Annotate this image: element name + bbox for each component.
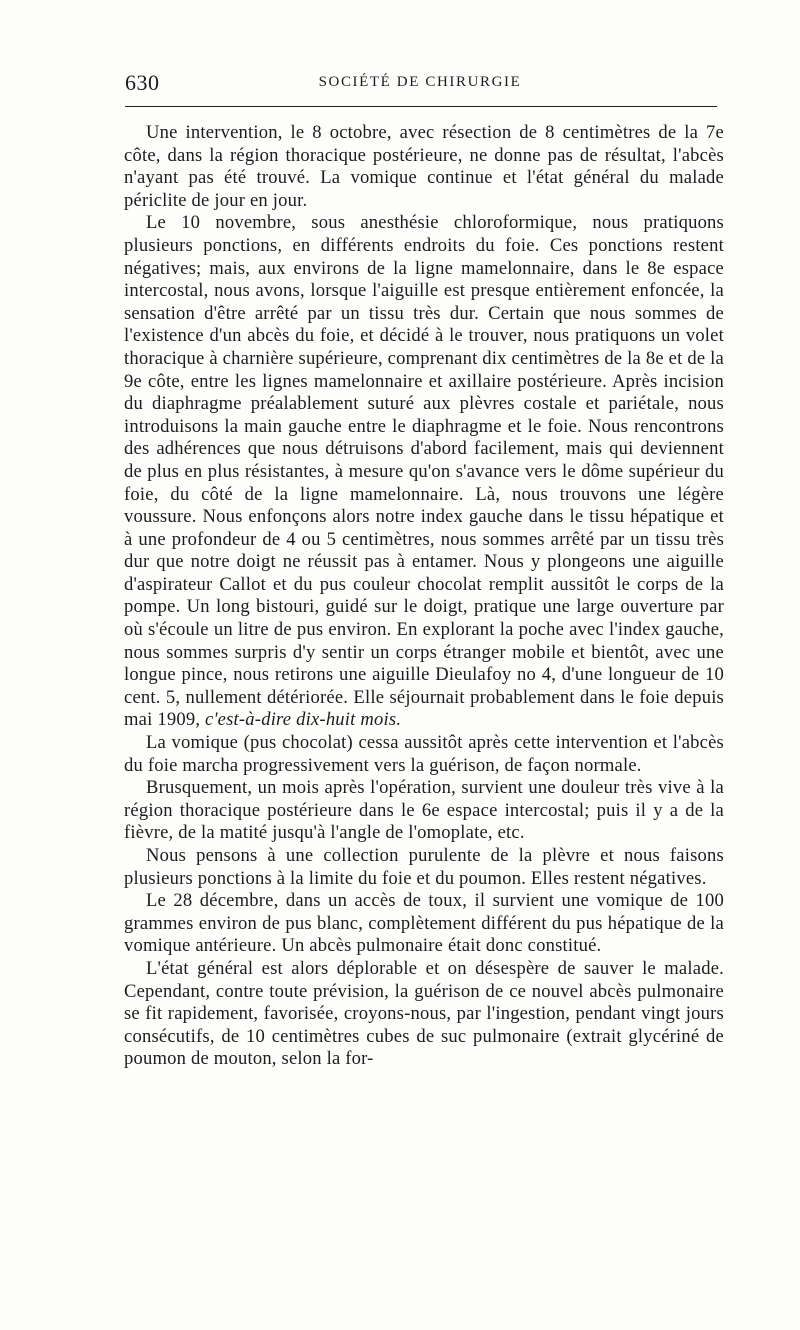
body-text [124,122,724,1071]
paragraph-3-text: La vomique (pus chocolat) cessa aussitôt après cette intervention et l'abcès du foie marcha progressivement vers la guérison, de façon normale. [124,732,724,776]
page-number: 630 [125,70,160,95]
paragraph-4 [124,777,724,845]
paragraph-6 [124,890,724,958]
header-rule [125,106,717,107]
paragraph-2 [124,212,724,732]
paragraph-5-text: Nous pensons à une collection purulente de la plèvre et nous faisons plusieurs ponctions à la limite du foie et du poumon. Elles restent négatives. [124,845,724,889]
page-header [125,70,715,98]
paragraph-5 [124,845,724,890]
paragraph-1 [124,122,724,212]
paragraph-1-text: Une intervention, le 8 octobre, avec résection de 8 centimètres de la 7e côte, dans la région thoracique postérieure, ne donne pas de résultat, l'abcès n'ayant pas été trouvé. La vomique continue et l'état général du malade périclite de jour en jour. [124,122,724,211]
paragraph-7 [124,958,724,1071]
paragraph-2-text: Le 10 novembre, sous anesthésie chloroformique, nous pratiquons plusieurs ponctions, en différents endroits du foie. Ces ponctions restent négatives; mais, aux environs de la ligne mamelonnaire, dans le 8e espace intercostal, nous avons, lorsque l'aiguille est presque entièrement enfoncée, la sensation d'être arrêté par un tissu très dur. Certain que nous sommes de l'existence d'un abcès du foie, et décidé à le trouver, nous pratiquons un volet thoracique à charnière supérieure, comprenant dix centimètres de la 8e et de la 9e côte, entre les lignes mamelonnaire et axillaire postérieure. Après incision du diaphragme préalablement suturé aux plèvres costale et pariétale, nous introduisons la main gauche entre le diaphragme et le foie. Nous rencontrons des adhérences que nous détruisons d'abord facilement, mais qui deviennent de plus en plus résistantes, à mesure qu'on s'avance vers le dôme supérieur du foie, du côté de la ligne mamelonnaire. Là, nous trouvons une légère voussure. Nous enfonçons alors notre index gauche dans le tissu hépatique et à une profondeur de 4 ou 5 centimètres, nous sommes arrêté par un tissu très dur que notre doigt ne réussit pas à entamer. Nous y plongeons une aiguille d'aspirateur Callot et du pus couleur chocolat remplit aussitôt le corps de la pompe. Un long bistouri, guidé sur le doigt, pratique une large ouverture par où s'écoule un litre de pus environ. En explorant la poche avec l'index gauche, nous sommes surpris d'y sentir un corps étranger mobile et bientôt, avec une longue pince, nous retirons une aiguille Dieulafoy no 4, d'une longueur de 10 cent. 5, nullement détériorée. Elle séjournait probablement dans le foie depuis mai 1909, [124,212,724,731]
paragraph-4-text: Brusquement, un mois après l'opération, survient une douleur très vive à la région thoracique postérieure dans le 6e espace intercostal; puis il y a de la fièvre, de la matité jusqu'à l'angle de l'omoplate, etc. [124,777,724,844]
paragraph-3 [124,732,724,777]
running-head: SOCIÉTÉ DE CHIRURGIE [318,74,522,90]
paragraph-6-text: Le 28 décembre, dans un accès de toux, il survient une vomique de 100 grammes environ de pus blanc, complètement différent du pus hépatique de la vomique antérieure. Un abcès pulmonaire était donc constitué. [124,890,724,957]
paragraph-2-italic: c'est-à-dire dix-huit mois. [205,709,402,731]
paragraph-7-text: L'état général est alors déplorable et on désespère de sauver le malade. Cependant, contre toute prévision, la guérison de ce nouvel abcès pulmonaire se fit rapidement, favorisée, croyons-nous, par l'ingestion, pendant vingt jours consécutifs, de 10 centimètres cubes de suc pulmonaire (extrait glycériné de poumon de mouton, selon la for- [124,957,724,1070]
